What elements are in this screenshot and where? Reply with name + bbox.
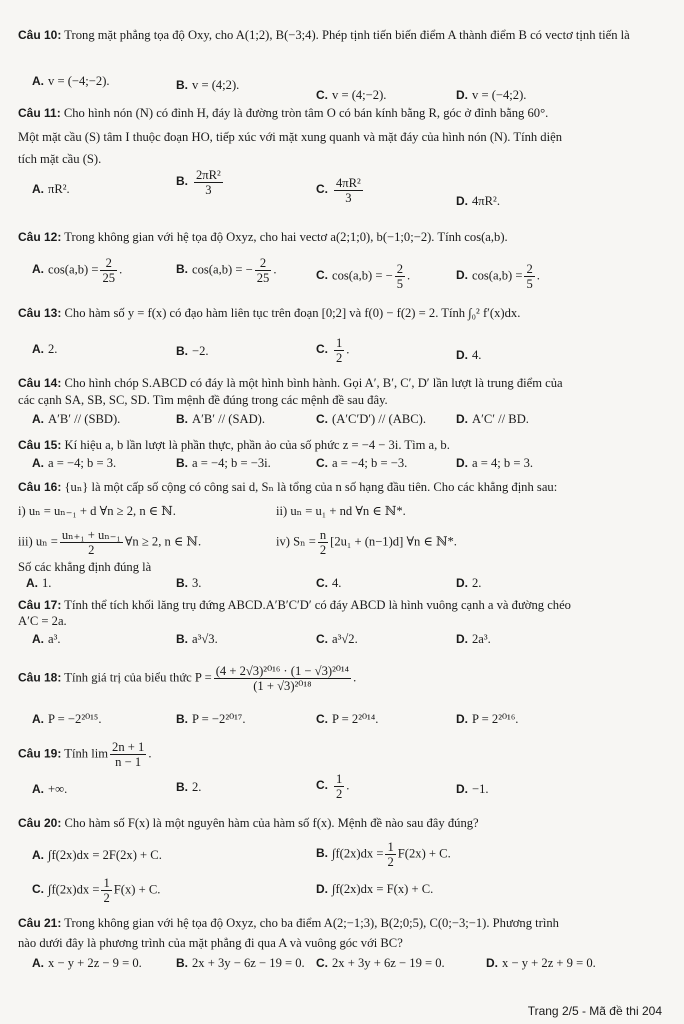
- option-b: B. $\frac{\text{2πR²}}{3}$: [176, 168, 221, 197]
- option-c: C. cos(a,b) = − $\frac{2}{5}$ .: [316, 262, 411, 291]
- option-b: B. a³√3.: [176, 632, 218, 646]
- option-c: C. (A′C′D′) // (ABC).: [316, 412, 426, 426]
- statement-iv: iv) Sₙ = $\frac{n}{2}$ [2u₁ + (n−1)d] ∀n ∈ ℕ*.: [276, 528, 457, 557]
- option-d: D. cos(a,b) = $\frac{2}{5}$ .: [456, 262, 540, 291]
- question-11-line2: Một mặt cầu (S) tâm I thuộc đoạn HO, tiếp xúc với mặt xung quanh và mặt đáy của hình nón (N). Tính diện: [18, 130, 562, 144]
- option-a: A. a = −4; b = 3.: [32, 456, 117, 470]
- option-a: A. P = −2²⁰¹⁵.: [32, 712, 102, 726]
- option-d: D. v = (−4;2).: [456, 88, 527, 102]
- statement-iii: iii) uₙ = $\frac{\text{uₙ₊₁ + uₙ₋₁}}{2}$ ∀n ≥ 2, n ∈ ℕ.: [18, 528, 202, 557]
- question-20: Câu 20: Cho hàm số F(x) là một nguyên hàm của hàm số f(x). Mệnh đề nào sau đây đúng?: [18, 816, 479, 830]
- statement-ii: ii) uₙ = u₁ + nd ∀n ∈ ℕ*.: [276, 504, 406, 518]
- option-d: D. 2a³.: [456, 632, 491, 646]
- question-19: Câu 19: Tính lim $\frac{2n + 1}{n - 1}$ .: [18, 740, 152, 769]
- question-14: Câu 14: Cho hình chóp S.ABCD có đáy là một hình bình hành. Gọi A′, B′, C′, D′ lần lượt là trung điểm của: [18, 376, 563, 390]
- option-d: D. −1.: [456, 782, 489, 796]
- option-b: B. 2x + 3y − 6z − 19 = 0.: [176, 956, 305, 970]
- option-d: D. 4.: [456, 348, 482, 362]
- option-d: D. x − y + 2z + 9 = 0.: [486, 956, 596, 970]
- expression-fraction: $\frac{\text{(4 + 2√3)²⁰¹⁶ · (1 − √3)²⁰¹⁴}}{\text{(1 + √3)²⁰¹⁸}}$: [215, 664, 350, 693]
- option-a: A. v = (−4;−2).: [32, 74, 110, 88]
- option-c: C. $\frac{1}{2}$ .: [316, 336, 350, 365]
- question-21-line2: nào dưới đây là phương trình của mặt phẳng đi qua A và vuông góc với BC?: [18, 936, 403, 950]
- option-a: A. +∞.: [32, 782, 68, 796]
- question-11: Câu 11: Cho hình nón (N) có đỉnh H, đáy là đường tròn tâm O có bán kính bằng R, góc ở đỉnh bằng 60°.: [18, 106, 549, 120]
- question-10: [18, 26, 668, 44]
- question-13: Câu 13: Cho hàm số y = f(x) có đạo hàm liên tục trên đoạn [0;2] và f(0) − f(2) = 2. Tính ∫₀² f′(x)dx.: [18, 306, 521, 320]
- question-18: Câu 18: Tính giá trị của biểu thức P = $\frac{\text{(4 + 2√3)²⁰¹⁶ · (1 − √3)²⁰¹⁴}}{\text{(1 + √3)²⁰¹⁸}}$ .: [18, 664, 357, 693]
- question-21: Câu 21: Trong không gian với hệ tọa độ Oxyz, cho ba điểm A(2;−1;3), B(2;0;5), C(0;−3;−1). Phương trình: [18, 916, 559, 930]
- option-a: A. cos(a,b) = $\frac{2}{25}$ .: [32, 256, 123, 285]
- option-b: B. 3.: [176, 576, 202, 590]
- option-b: B. A′B′ // (SAD).: [176, 412, 266, 426]
- option-a: A. A′B′ // (SBD).: [32, 412, 121, 426]
- question-text: Trong mặt phẳng tọa độ Oxy, cho A(1;2), B(−3;4). Phép tịnh tiến biến điểm A thành điểm B có vectơ tịnh tiến là: [64, 28, 630, 42]
- statement-i: i) uₙ = uₙ₋₁ + d ∀n ≥ 2, n ∈ ℕ.: [18, 504, 176, 518]
- option-c: C. a³√2.: [316, 632, 358, 646]
- question-15: Câu 15: Kí hiệu a, b lần lượt là phần thực, phần ảo của số phức z = −4 − 3i. Tìm a, b.: [18, 438, 450, 452]
- option-b: B. cos(a,b) = − $\frac{2}{25}$ .: [176, 256, 277, 285]
- option-d: D. ∫f(2x)dx = F(x) + C.: [316, 882, 434, 896]
- option-b: B. 2.: [176, 780, 202, 794]
- option-a: A. x − y + 2z − 9 = 0.: [32, 956, 142, 970]
- option-d: D. a = 4; b = 3.: [456, 456, 534, 470]
- question-14-line2: các cạnh SA, SB, SC, SD. Tìm mệnh đề đúng trong các mệnh đề sau đây.: [18, 393, 388, 407]
- question-number: Câu 10:: [18, 28, 62, 42]
- option-a: A. 1.: [26, 576, 52, 590]
- option-d: D. 2.: [456, 576, 482, 590]
- question-16: Câu 16: {uₙ} là một cấp số cộng có công sai d, Sₙ là tổng của n số hạng đầu tiên. Cho các khẳng định sau:: [18, 480, 558, 494]
- option-a: A. 2.: [32, 342, 58, 356]
- question-12: Câu 12: Trong không gian với hệ tọa độ Oxyz, cho hai vectơ a(2;1;0), b(−1;0;−2). Tính cos(a,b).: [18, 230, 508, 244]
- option-d: D. A′C′ // BD.: [456, 412, 529, 426]
- option-c: C. a = −4; b = −3.: [316, 456, 408, 470]
- option-a: A. a³.: [32, 632, 61, 646]
- option-a: A. πR².: [32, 182, 70, 196]
- option-d: D. P = 2²⁰¹⁶.: [456, 712, 519, 726]
- question-17: Câu 17: Tính thể tích khối lăng trụ đứng ABCD.A′B′C′D′ có đáy ABCD là hình vuông cạnh a và đường chéo: [18, 598, 571, 612]
- option-b: B. a = −4; b = −3i.: [176, 456, 271, 470]
- option-c: C. 2x + 3y + 6z − 19 = 0.: [316, 956, 445, 970]
- option-c: C. v = (4;−2).: [316, 88, 387, 102]
- option-b: B. −2.: [176, 344, 209, 358]
- question-11-line3: tích mặt cầu (S).: [18, 152, 102, 166]
- option-b: B. v = (4;2).: [176, 78, 240, 92]
- option-c: C. ∫f(2x)dx = $\frac{1}{2}$ F(x) + C.: [32, 876, 161, 905]
- option-a: A. ∫f(2x)dx = 2F(2x) + C.: [32, 848, 162, 862]
- option-d: D. 4πR².: [456, 194, 500, 208]
- option-c: C. $\frac{1}{2}$ .: [316, 772, 350, 801]
- option-c: C. P = 2²⁰¹⁴.: [316, 712, 379, 726]
- page-footer: Trang 2/5 - Mã đề thi 204: [527, 1004, 662, 1018]
- option-b: B. P = −2²⁰¹⁷.: [176, 712, 246, 726]
- question-17-line2: A′C = 2a.: [18, 614, 67, 628]
- option-c: C. 4.: [316, 576, 342, 590]
- question-16-prompt: Số các khẳng định đúng là: [18, 560, 152, 574]
- option-b: B. ∫f(2x)dx = $\frac{1}{2}$ F(2x) + C.: [316, 840, 451, 869]
- option-c: C. $\frac{\text{4πR²}}{3}$: [316, 176, 361, 205]
